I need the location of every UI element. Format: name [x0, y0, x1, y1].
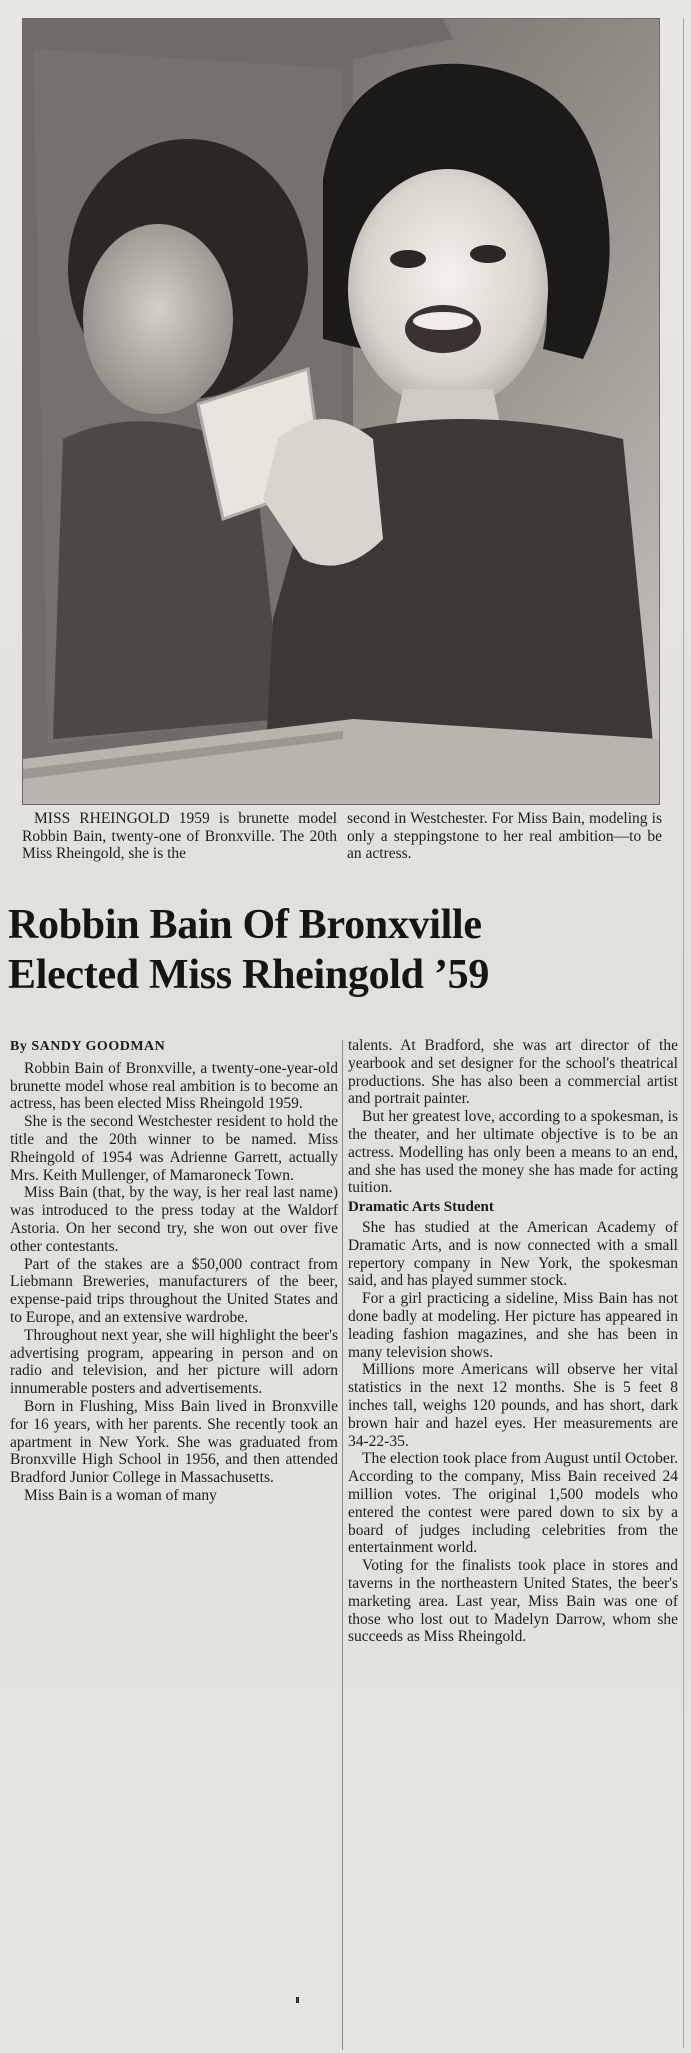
- paragraph: Part of the stakes are a $50,000 contract from Liebmann Breweries, manufacturers of the beer, expense-paid trips throughout the United States and to Europe, and an extensive wardrobe.: [10, 1255, 338, 1326]
- article-column-left: [10, 1038, 338, 1505]
- paragraph: But her greatest love, according to a spokesman, is the theater, and her ultimate objective is to be an actress. Modelling has only been a means to an end, and she has used the money she has made for acting tuition.: [348, 1108, 678, 1197]
- subhead: Dramatic Arts Student: [348, 1199, 494, 1216]
- right-edge-rule: [683, 18, 684, 2048]
- paragraph: For a girl practicing a sideline, Miss Bain has not done badly at modeling. Her picture has appeared in leading fashion magazines, and she has been in many television shows.: [348, 1290, 678, 1361]
- caption-left: MISS RHEINGOLD 1959 is brunette model Robbin Bain, twenty-one of Bronxville. The 20th Miss Rheingold, she is the: [22, 810, 337, 862]
- headline-line-2: Elected Miss Rheingold ’59: [8, 952, 490, 998]
- byline: By SANDY GOODMAN: [10, 1039, 166, 1054]
- paragraph: Miss Bain (that, by the way, is her real last name) was introduced to the press today at the Waldorf Astoria. On her second try, she won out over five other contestants.: [10, 1184, 338, 1255]
- paragraph: She has studied at the American Academy of Dramatic Arts, and is now connected with a small repertory company in New York, the spokesman said, and has played summer stock.: [348, 1218, 678, 1290]
- caption-right: second in Westchester. For Miss Bain, modeling is only a steppingstone to her real ambition—to be an actress.: [347, 810, 662, 862]
- paragraph: Robbin Bain of Bronxville, a twenty-one-year-old brunette model whose real ambition is to become an actress, has been elected Miss Rheingold 1959.: [10, 1059, 338, 1113]
- paragraph: Born in Flushing, Miss Bain lived in Bronxville for 16 years, with her parents. She recently took an apartment in New York. She was graduated from Bronxville High School in 1956, and then attended Bradford Junior College in Massachusetts.: [10, 1397, 338, 1487]
- column-divider: [342, 1040, 343, 2050]
- photo-caption: [22, 810, 662, 890]
- paragraph: The election took place from August until October. According to the company, Miss Bain received 24 million votes. The original 1,500 models who entered the contest were pared down to six by a board of judges including celebrities from the entertainment world.: [348, 1450, 678, 1557]
- paragraph: She is the second Westchester resident to hold the title and the 20th winner to be named. Miss Rheingold of 1954 was Adrienne Garrett, actually Mrs. Keith Mullenger, of Mamaroneck Town.: [10, 1113, 338, 1184]
- paragraph: Throughout next year, she will highlight the beer's advertising program, appearing in person and on radio and television, and her picture will adorn innumerable posters and advertisements.: [10, 1326, 338, 1398]
- paragraph: Miss Bain is a woman of many: [24, 1486, 217, 1504]
- headline-line-1: Robbin Bain Of Bronxville: [8, 902, 482, 948]
- paragraph: talents. At Bradford, she was art director of the yearbook and set designer for the school's theatrical productions. She has also been a commercial artist and portrait painter.: [348, 1037, 678, 1108]
- article-column-right: [348, 1037, 678, 1646]
- ink-speck: [296, 1997, 299, 2003]
- portrait-photo: [22, 18, 660, 805]
- paragraph: Millions more Americans will observe her vital statistics in the next 12 months. She is 5 feet 8 inches tall, weighs 120 pounds, and has short, dark brown hair and hazel eyes. Her measurements are 34-22-35.: [348, 1361, 678, 1450]
- headline: [8, 900, 678, 1000]
- paragraph: Voting for the finalists took place in stores and taverns in the northeastern United States, the beer's marketing area. Last year, Miss Bain was one of those who lost out to Madelyn Darrow, whom she succeeds as Miss Rheingold.: [348, 1557, 678, 1646]
- photo-illustration: [23, 19, 659, 804]
